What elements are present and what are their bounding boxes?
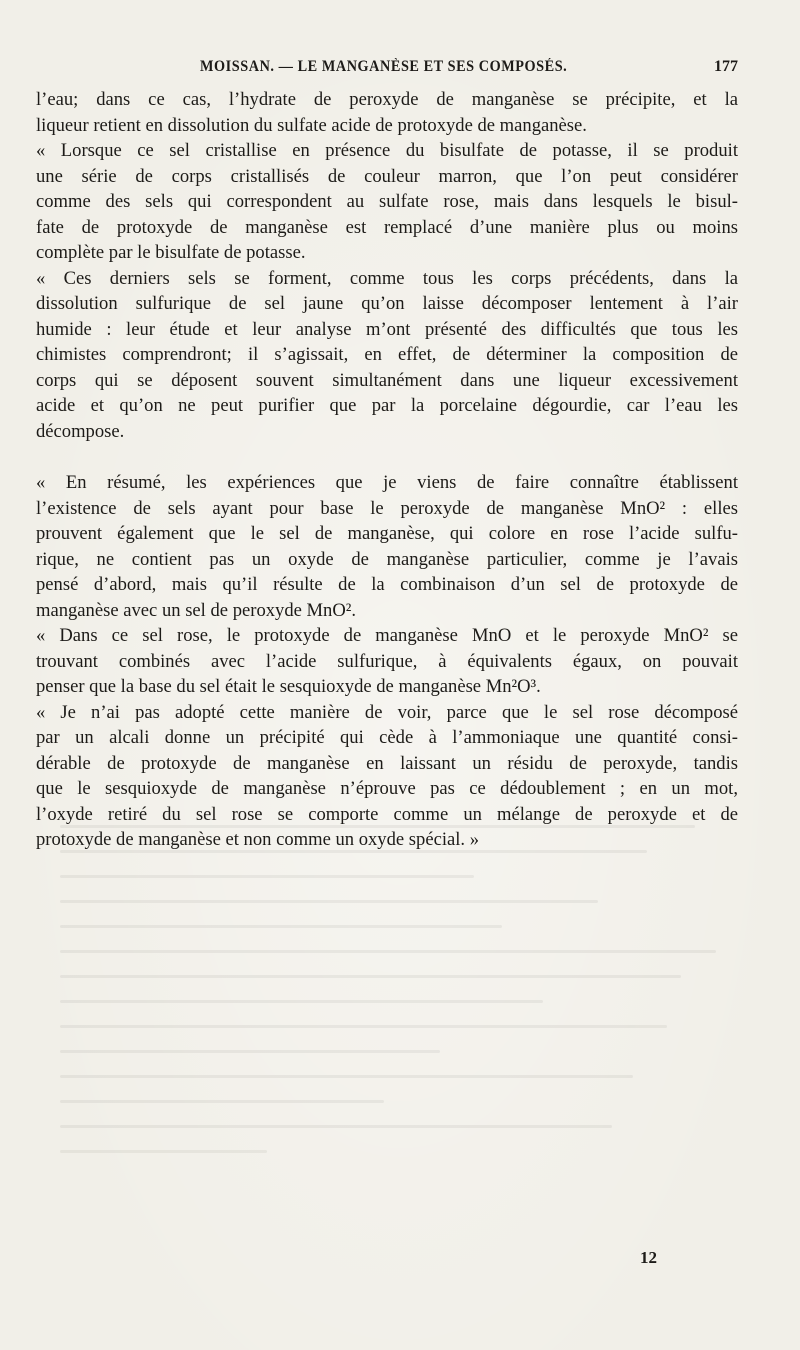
text-line: que le sesquioxyde de manganèse n’éprouve pas ce dédoublement ; en un mot, — [36, 778, 738, 799]
text-line: « Dans ce sel rose, le protoxyde de manganèse MnO et le peroxyde MnO² se — [36, 625, 738, 646]
text-line: corps qui se déposent souvent simultanément dans une liqueur excessivement — [36, 369, 738, 391]
text-line: complète par le bisulfate de potasse. — [36, 242, 306, 263]
text-line: une série de corps cristallisés de couleur marron, que l’on peut considérer — [36, 165, 738, 187]
page-header — [36, 58, 738, 82]
text-line: l’oxyde retiré du sel rose se comporte comme un mélange de peroxyde et de — [36, 803, 738, 825]
body-text — [36, 87, 738, 853]
paragraph-gap — [36, 444, 738, 470]
text-line: acide et qu’on ne peut purifier que par la porcelaine dégourdie, car l’eau les — [36, 395, 738, 416]
text-line: dérable de protoxyde de manganèse en laissant un résidu de peroxyde, tandis — [36, 752, 738, 774]
text-line: fate de protoxyde de manganèse est remplacé d’une manière plus ou moins — [36, 216, 738, 238]
text-line: liqueur retient en dissolution du sulfate acide de protoxyde de manganèse. — [36, 114, 587, 136]
text-line: penser que la base du sel était le sesquioxyde de manganèse Mn²O³. — [36, 676, 541, 697]
text-line: par un alcali donne un précipité qui cède à l’ammoniaque une quantité consi- — [36, 727, 738, 748]
text-line: protoxyde de manganèse et non comme un oxyde spécial. » — [36, 829, 480, 850]
running-title: MOISSAN. — LE MANGANÈSE ET SES COMPOSÉS. — [200, 58, 568, 75]
text-line: chimistes comprendront; il s’agissait, en effet, de déterminer la composition de — [36, 344, 738, 365]
text-line: comme des sels qui correspondent au sulfate rose, mais dans lesquels le bisul- — [36, 191, 738, 212]
paragraph — [36, 623, 738, 700]
paragraph — [36, 470, 738, 623]
text-line: pensé d’abord, mais qu’il résulte de la combinaison d’un sel de protoxyde de — [36, 574, 738, 595]
text-line: rique, ne contient pas un oxyde de manganèse particulier, comme je l’avais — [36, 548, 738, 570]
page-number: 177 — [714, 58, 738, 75]
text-line: humide : leur étude et leur analyse m’ont présenté des difficultés que tous les — [36, 318, 738, 340]
text-line: décompose. — [36, 420, 125, 442]
paragraph — [36, 87, 738, 138]
text-line: « Je n’ai pas adopté cette manière de voir, parce que le sel rose décomposé — [36, 701, 738, 723]
signature-mark: 12 — [640, 1248, 657, 1267]
text-line: prouvent également que le sel de manganèse, qui colore en rose l’acide sulfu- — [36, 523, 738, 544]
text-line: l’existence de sels ayant pour base le peroxyde de manganèse MnO² : elles — [36, 497, 738, 519]
paragraph — [36, 266, 738, 445]
text-line: « Lorsque ce sel cristallise en présence du bisulfate de potasse, il se produit — [36, 140, 738, 161]
text-line: « Ces derniers sels se forment, comme tous les corps précédents, dans la — [36, 267, 738, 289]
text-line: trouvant combinés avec l’acide sulfurique, à équivalents égaux, on pouvait — [36, 650, 738, 672]
reverse-page-bleed-through — [60, 825, 750, 1225]
paragraph — [36, 700, 738, 853]
text-line: l’eau; dans ce cas, l’hydrate de peroxyde de manganèse se précipite, et la — [36, 89, 738, 110]
text-line: « En résumé, les expériences que je viens de faire connaître établissent — [36, 472, 738, 493]
paragraph — [36, 138, 738, 266]
text-line: dissolution sulfurique de sel jaune qu’on laisse décomposer lentement à l’air — [36, 293, 738, 314]
text-line: manganèse avec un sel de peroxyde MnO². — [36, 599, 357, 621]
